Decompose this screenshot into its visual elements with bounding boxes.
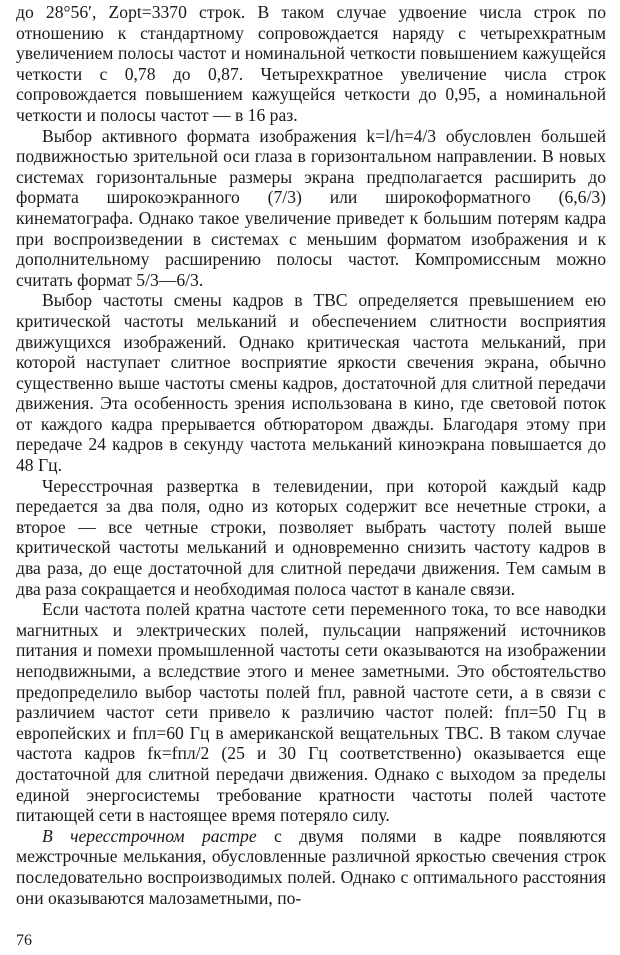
paragraph-2: Выбор активного формата изображения k=l/h=4/3 обусловлен большей подвижностью зрительной оси глаза в горизонтальном направлении. В новых системах горизонтальные размеры экрана предполагается расширить до формата широкоэкранного (7/3) или широкоформатного (6,6/3) кинематографа. Однако такое увеличение приведет к большим потерям кадра при воспроизведении в системах с меньшим форматом изображения и к дополнительному расширению полосы частот. Компромиссным можно считать формат 5/3—6/3. bbox=[16, 125, 606, 290]
paragraph-1: до 28°56′, Zopt=3370 строк. В таком случае удвоение числа строк по отношению к стандартному сопровождается наряду с четырехкратным увеличением полосы частот и номинальной четкости повышением кажущейся четкости с 0,78 до 0,87. Четырехкратное увеличение числа строк сопровождается повышением кажущейся четкости до 0,95, а номинальной четкости и полосы частот — в 16 раз. bbox=[16, 2, 606, 125]
page-number: 76 bbox=[16, 932, 32, 949]
paragraph-4: Чересстрочная развертка в телевидении, при которой каждый кадр передается за два поля, одно из которых содержит все нечетные строки, а второе — все четные строки, позволяет выбрать частоту полей выше критической частоты мельканий и одновременно снизить частоту кадров в два раза, до еще достаточной для слитной передачи движения. Тем самым в два раза сокращается и необходимая полоса частот в канале связи. bbox=[16, 475, 606, 599]
paragraph-6-body: с двумя полями в кадре появляются межстрочные мелькания, обусловленные различной яркостью свечения строк последовательно воспроизводимых полей. Однако с оптимального расстояния они оказываются малозаметными, по- bbox=[16, 825, 606, 908]
paragraph-5: Если частота полей кратна частоте сети переменного тока, то все наводки магнитных и электрических полей, пульсации напряжений источников питания и помехи промышленной частоты сети оказываются на изображении неподвижными, а вследствие этого и менее заметными. Это обстоятельство предопределило выбор частоты полей fпл, равной частоте сети, а в связи с различием частот сети привело к различию частот полей: fпл=50 Гц в европейских и fпл=60 Гц в американской вещательных ТВС. В таком случае частота кадров fк=fпл/2 (25 и 30 Гц соответственно) оказывается еще достаточной для слитной передачи движения. Однако с выходом за пределы единой энергосистемы требование кратности частоты полей частоте питающей сети в настоящее время потеряло силу. bbox=[16, 599, 606, 826]
paragraph-6 bbox=[16, 826, 606, 908]
paragraph-6-italic-lead: В чересстрочном растре bbox=[42, 825, 257, 846]
document-page bbox=[16, 2, 606, 908]
paragraph-3: Выбор частоты смены кадров в ТВС определяется превышением ею критической частоты мельканий и обеспечением слитности восприятия движущихся изображений. Однако критическая частота мельканий, при которой наступает слитное восприятие яркости свечения экрана, обычно существенно выше частоты смены кадров, достаточной для слитной передачи движения. Эта особенность зрения использована в кино, где световой поток от каждого кадра прерывается обтюратором дважды. Благодаря этому при передаче 24 кадров в секунду частота мельканий киноэкрана повышается до 48 Гц. bbox=[16, 290, 606, 476]
